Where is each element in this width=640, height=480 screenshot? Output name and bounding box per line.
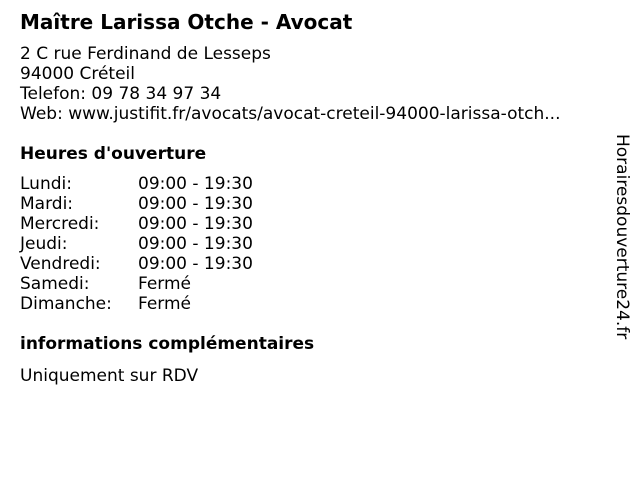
opening-hours-heading: Heures d'ouverture bbox=[20, 144, 207, 164]
appointment-note: Uniquement sur RDV bbox=[20, 366, 199, 386]
phone-number: Telefon: 09 78 34 97 34 bbox=[20, 84, 222, 104]
business-address-block bbox=[20, 44, 560, 124]
website-link: Web: www.justifit.fr/avocats/avocat-creteil-94000-larissa-otch... bbox=[20, 104, 561, 124]
day-hours: 09:00 - 19:30 bbox=[138, 254, 253, 274]
additional-info-heading: informations complémentaires bbox=[20, 334, 315, 354]
site-watermark-text: Horairesdouverture24.fr bbox=[612, 134, 632, 340]
day-hours: Fermé bbox=[138, 294, 192, 314]
day-label: Mardi: bbox=[20, 194, 74, 214]
day-label: Lundi: bbox=[20, 174, 72, 194]
day-label: Jeudi: bbox=[20, 234, 68, 254]
day-hours: 09:00 - 19:30 bbox=[138, 214, 253, 234]
business-name: Maître Larissa Otche - Avocat bbox=[20, 10, 353, 34]
address-street: 2 C rue Ferdinand de Lesseps bbox=[20, 44, 271, 64]
site-watermark bbox=[610, 134, 634, 344]
day-hours: 09:00 - 19:30 bbox=[138, 194, 253, 214]
address-city: 94000 Créteil bbox=[20, 64, 135, 84]
day-label: Dimanche: bbox=[20, 294, 112, 314]
day-label: Samedi: bbox=[20, 274, 90, 294]
day-hours: 09:00 - 19:30 bbox=[138, 174, 253, 194]
day-label: Vendredi: bbox=[20, 254, 101, 274]
day-label: Mercredi: bbox=[20, 214, 100, 234]
day-hours: Fermé bbox=[138, 274, 192, 294]
day-hours: 09:00 - 19:30 bbox=[138, 234, 253, 254]
